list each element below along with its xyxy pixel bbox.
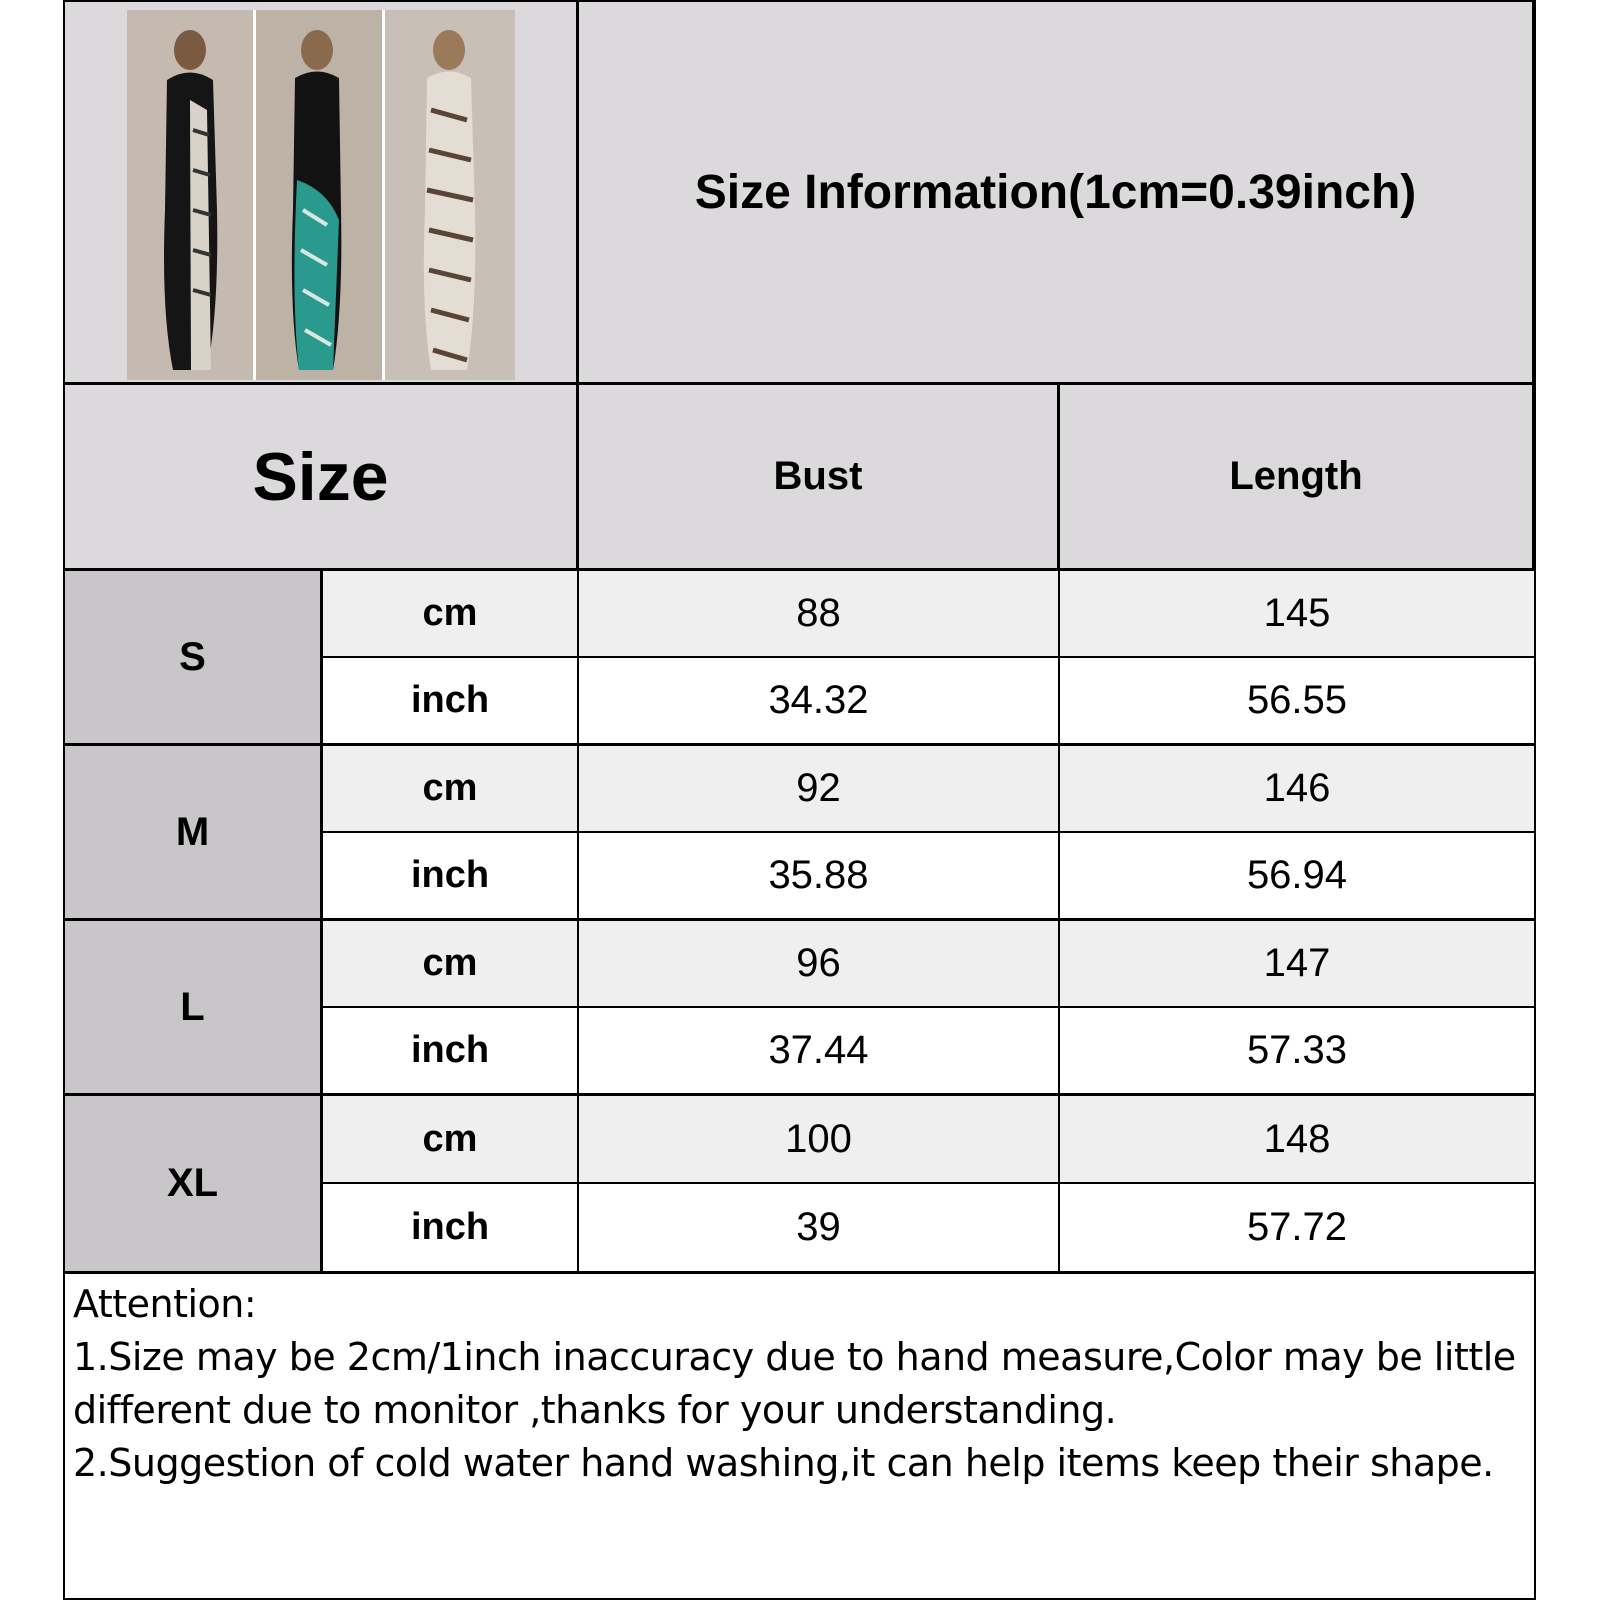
table-cell: [1060, 833, 1534, 921]
bust-value: 92: [796, 766, 841, 810]
table-cell: [579, 1184, 1060, 1274]
size-label: S: [179, 634, 206, 679]
table-cell: [1060, 1096, 1534, 1184]
bust-value: 39: [796, 1205, 841, 1249]
bust-value: 96: [796, 941, 841, 985]
bust-value: 34.32: [768, 678, 869, 722]
unit-cell: [323, 833, 579, 921]
bust-value: 88: [796, 591, 841, 635]
size-label-cell: [65, 921, 323, 1096]
unit-label: inch: [410, 854, 490, 896]
table-cell: [1060, 746, 1534, 833]
unit-cell: [323, 1184, 579, 1274]
unit-label: inch: [410, 1029, 490, 1071]
size-label: M: [175, 809, 210, 854]
table-cell: [579, 1008, 1060, 1096]
unit-label: cm: [422, 767, 478, 809]
size-label: L: [180, 984, 205, 1029]
column-header-label: Length: [1229, 454, 1363, 498]
length-value: 145: [1263, 591, 1331, 635]
notes-heading: Attention:: [73, 1282, 257, 1326]
table-cell: [1060, 921, 1534, 1008]
size-label-cell: [65, 1096, 323, 1274]
table-cell: [579, 746, 1060, 833]
model-photo-illustration: [127, 10, 515, 380]
size-chart: [63, 0, 1536, 1600]
length-value: 56.94: [1246, 853, 1348, 897]
attention-notes: [65, 1274, 1534, 1598]
length-value: 148: [1263, 1116, 1331, 1161]
unit-cell: [323, 746, 579, 833]
bust-value: 37.44: [768, 1028, 869, 1072]
length-value: 147: [1263, 941, 1331, 985]
table-cell: [579, 658, 1060, 746]
unit-cell: [323, 658, 579, 746]
table-cell: [579, 1096, 1060, 1184]
unit-label: inch: [410, 679, 490, 721]
length-value: 146: [1263, 766, 1331, 810]
unit-cell: [323, 1008, 579, 1096]
table-cell: [579, 921, 1060, 1008]
size-header-cell: [65, 385, 579, 571]
table-cell: [1060, 658, 1534, 746]
table-cell: [1060, 1184, 1534, 1274]
table-cell: [579, 833, 1060, 921]
unit-cell: [323, 571, 579, 658]
bust-value: 35.88: [768, 853, 869, 897]
page-title: Size Information(1cm=0.39inch): [694, 165, 1417, 219]
length-value: 56.55: [1246, 678, 1348, 722]
unit-label: cm: [422, 942, 478, 984]
table-cell: [1060, 571, 1534, 658]
column-header-length: [1060, 385, 1534, 571]
length-value: 57.72: [1246, 1205, 1348, 1249]
column-header-bust: [579, 385, 1060, 571]
unit-cell: [323, 921, 579, 1008]
notes-line-2: 2.Suggestion of cold water hand washing,it can help items keep their shape.: [73, 1441, 1494, 1485]
notes-line-1: 1.Size may be 2cm/1inch inaccuracy due to hand measure,Color may be little different due to monitor ,thanks for your understanding.: [73, 1335, 1516, 1432]
header-title-cell: [579, 2, 1534, 385]
size-label: XL: [166, 1161, 219, 1205]
table-cell: [1060, 1008, 1534, 1096]
size-header: Size: [252, 438, 389, 515]
unit-label: cm: [422, 1117, 478, 1160]
length-value: 57.33: [1246, 1028, 1348, 1072]
bust-value: 100: [785, 1116, 852, 1161]
size-label-cell: [65, 571, 323, 746]
unit-label: inch: [410, 1206, 490, 1248]
model-photo-icon: [127, 10, 515, 380]
column-header-label: Bust: [773, 454, 863, 498]
size-label-cell: [65, 746, 323, 921]
unit-cell: [323, 1096, 579, 1184]
product-photo-cell: [65, 2, 579, 385]
table-cell: [579, 571, 1060, 658]
unit-label: cm: [422, 592, 478, 634]
